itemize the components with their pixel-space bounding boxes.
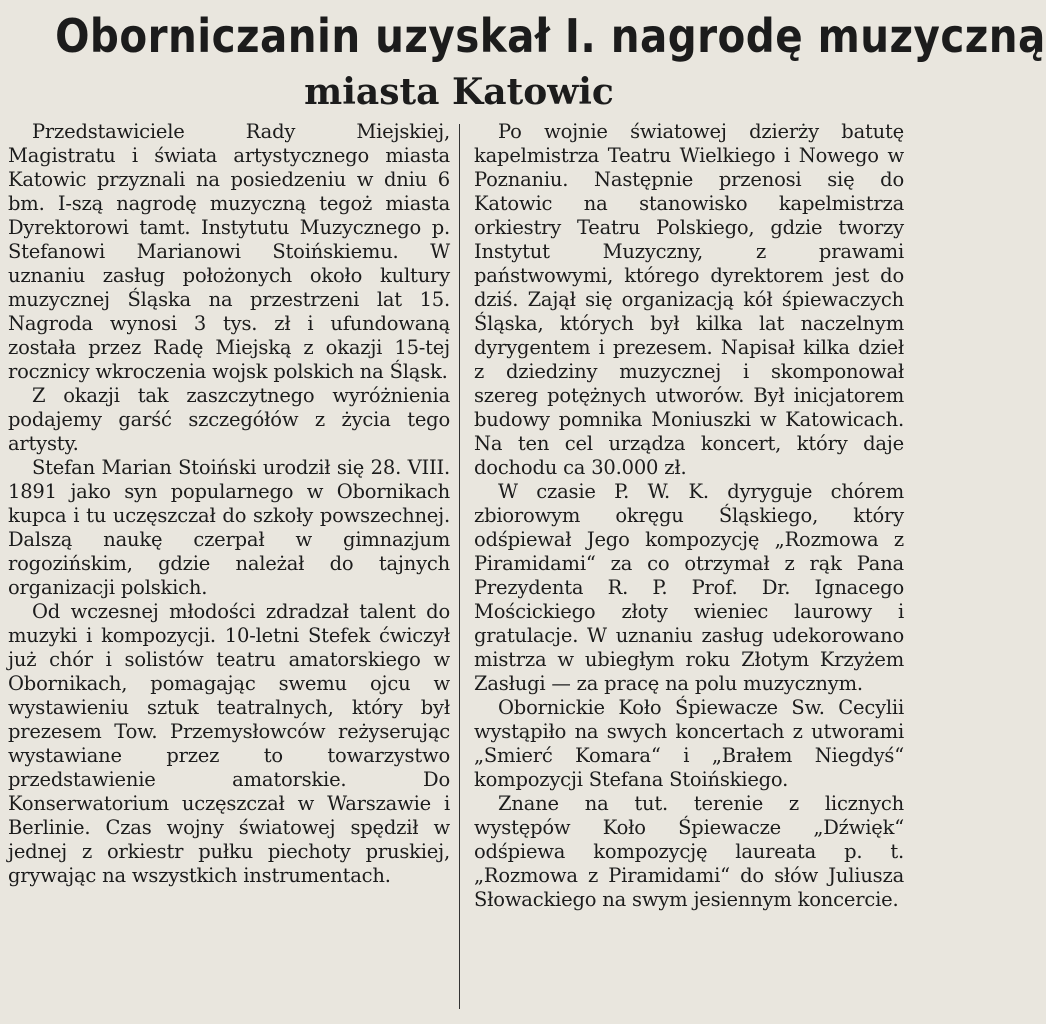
paragraph: W czasie P. W. K. dyryguje chórem zbiorowym okręgu Śląskiego, który odśpiewał Jego kompozycję „Rozmowa z Piramidami“ za co otrzymał z rąk Pana Prezydenta R. P. Prof. Dr. Ignacego Mościckiego złoty wieniec laurowy i gratulacje. W uznaniu zasług udekorowano mistrza w ubiegłym roku Złotym Krzyżem Zasługi — za pracę na polu muzycznym. bbox=[474, 480, 904, 695]
right-column bbox=[474, 120, 904, 912]
paragraph: Z okazji tak zaszczytnego wyróżnienia podajemy garść szczegółów z życia tego artysty. bbox=[8, 384, 450, 455]
paragraph: Od wczesnej młodości zdradzał talent do muzyki i kompozycji. 10-letni Stefek ćwiczył już chór i solistów teatru amatorskiego w Obornikach, pomagając swemu ojcu w wystawieniu sztuk teatralnych, który był prezesem Tow. Przemysłowców reżyserując wystawiane przez to towarzystwo przedstawienie amatorskie. Do Konserwatorium uczęszczał w Warszawie i Berlinie. Czas wojny światowej spędził w jednej z orkiestr pułku piechoty pruskiej, grywając na wszystkich instrumentach. bbox=[8, 600, 450, 887]
paragraph: Znane na tut. terenie z licznych występów Koło Śpiewacze „Dźwięk“ odśpiewa kompozycję laureata p. t. „Rozmowa z Piramidami“ do słów Juliusza Słowackiego na swym jesiennym koncercie. bbox=[474, 792, 904, 911]
paragraph: Obornickie Koło Śpiewacze Sw. Cecylii wystąpiło na swych koncertach z utworami „Smierć Komara“ i „Brałem Niegdyś“ kompozycji Stefana Stoińskiego. bbox=[474, 696, 904, 791]
article-subheadline: miasta Katowic bbox=[304, 71, 614, 113]
article-headline: Oborniczanin uzyskał I. nagrodę muzyczną bbox=[55, 9, 1046, 63]
left-column bbox=[8, 120, 450, 888]
paragraph: Stefan Marian Stoiński urodził się 28. VIII. 1891 jako syn popularnego w Obornikach kupca i tu uczęszczał do szkoły powszechnej. Dalszą naukę czerpał w gimnazjum rogozińskim, gdzie należał do tajnych organizacji polskich. bbox=[8, 456, 450, 599]
paragraph: Przedstawiciele Rady Miejskiej, Magistratu i świata artystycznego miasta Katowic przyznali na posiedzeniu w dniu 6 bm. I-szą nagrodę muzyczną tegoż miasta Dyrektorowi tamt. Instytutu Muzycznego p. Stefanowi Marianowi Stoińskiemu. W uznaniu zasług położonych około kultury muzycznej Śląska na przestrzeni lat 15. Nagroda wynosi 3 tys. zł i ufundowaną została przez Radę Miejską z okazji 15-tej rocznicy wkroczenia wojsk polskich na Śląsk. bbox=[8, 120, 450, 383]
column-divider bbox=[459, 124, 460, 1009]
paragraph: Po wojnie światowej dzierży batutę kapelmistrza Teatru Wielkiego i Nowego w Poznaniu. Następnie przenosi się do Katowic na stanowisko kapelmistrza orkiestry Teatru Polskiego, gdzie tworzy Instytut Muzyczny, z prawami państwowymi, którego dyrektorem jest do dziś. Zajął się organizacją kół śpiewaczych Śląska, których był kilka lat naczelnym dyrygentem i prezesem. Napisał kilka dzieł z dziedziny muzycznej i skomponował szereg potężnych utworów. Był inicjatorem budowy pomnika Moniuszki w Katowicach. Na ten cel urządza koncert, który daje dochodu ca 30.000 zł. bbox=[474, 120, 904, 479]
